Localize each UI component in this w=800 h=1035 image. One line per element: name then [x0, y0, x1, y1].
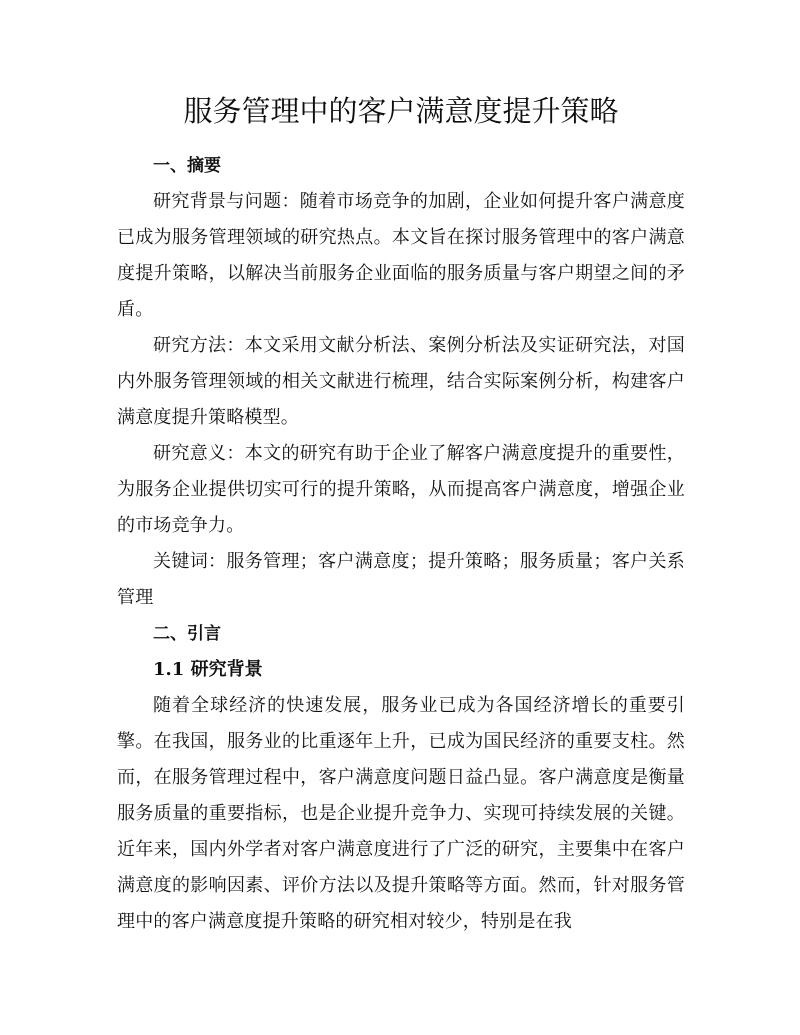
paragraph-keywords: 关键词：服务管理；客户满意度；提升策略；服务质量；客户关系管理: [117, 551, 685, 608]
paragraph-research-significance: 研究意义：本文的研究有助于企业了解客户满意度提升的重要性，为服务企业提供切实可行的提升策略，从而提高客户满意度，增强企业的市场竞争力。: [117, 443, 685, 536]
paragraph-introduction-body: 随着全球经济的快速发展，服务业已成为各国经济增长的重要引擎。在我国，服务业的比重逐年上升，已成为国民经济的重要支柱。然而，在服务管理过程中，客户满意度问题日益凸显。客户满意度是衡量服务质量的重要指标，也是企业提升竞争力、实现可持续发展的关键。近年来，国内外学者对客户满意度进行了广泛的研究，主要集中在客户满意度的影响因素、评价方法以及提升策略等方面。然而，针对服务管理中的客户满意度提升策略的研究相对较少，特别是在我: [117, 695, 685, 932]
document-page: [117, 88, 685, 940]
paragraph-research-method: 研究方法：本文采用文献分析法、案例分析法及实证研究法，对国内外服务管理领域的相关文献进行梳理，结合实际案例分析，构建客户满意度提升策略模型。: [117, 335, 685, 428]
section-abstract: [117, 148, 685, 616]
section-heading-introduction: 二、引言: [153, 624, 221, 644]
section-heading-abstract: 一、摘要: [153, 156, 221, 176]
paragraph-research-background: 研究背景与问题：随着市场竞争的加剧，企业如何提升客户满意度已成为服务管理领域的研究热点。本文旨在探讨服务管理中的客户满意度提升策略，以解决当前服务企业面临的服务质量与客户期望之间的矛盾。: [117, 191, 685, 320]
document-title: 服务管理中的客户满意度提升策略: [183, 94, 619, 128]
section-introduction: [117, 616, 685, 940]
subsection-heading-research-background: 1.1 研究背景: [153, 659, 263, 680]
